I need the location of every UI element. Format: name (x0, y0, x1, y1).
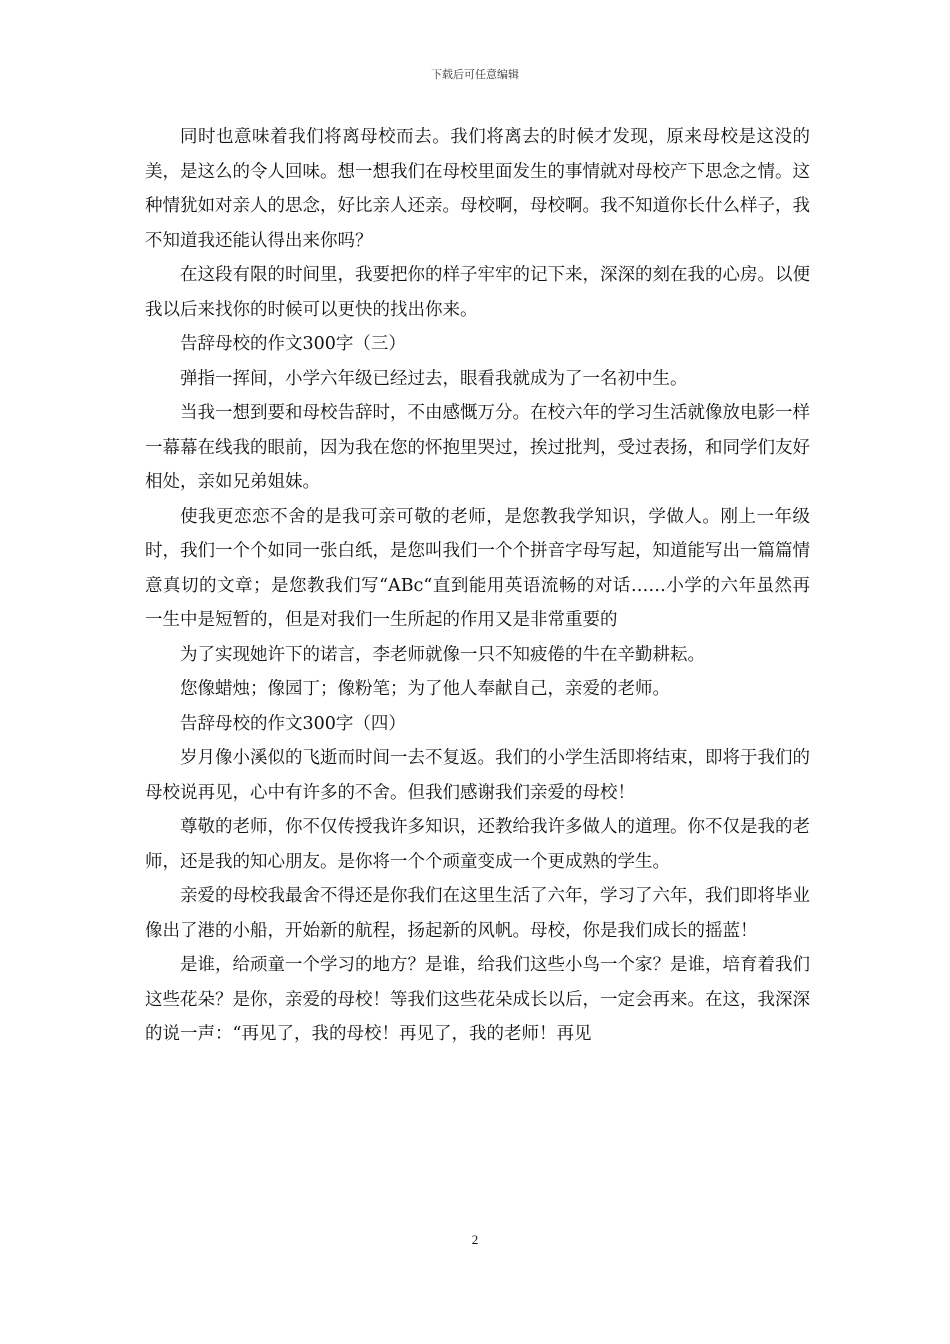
page-header: 下载后可任意编辑 (431, 68, 519, 81)
paragraph: 使我更恋恋不舍的是我可亲可敬的老师，是您教我学知识，学做人。刚上一年级时，我们一个个如同一张白纸，是您叫我们一个个拼音字母写起，知道能写出一篇篇情意真切的文章；是您教我们写“ABc“直到能用英语流畅的对话……小学的六年虽然再一生中是短暂的，但是对我们一生所起的作用又是非常重要的 (145, 506, 810, 630)
page-number: 2 (471, 1232, 479, 1247)
paragraph: 为了实现她许下的诺言，李老师就像一只不知疲倦的牛在辛勤耕耘。 (180, 644, 705, 665)
paragraph: 弹指一挥间，小学六年级已经过去，眼看我就成为了一名初中生。 (180, 368, 688, 389)
paragraph: 当我一想到要和母校告辞时，不由感慨万分。在校六年的学习生活就像放电影一样一幕幕在线我的眼前，因为我在您的怀抱里哭过，挨过批判，受过表扬，和同学们友好相处，亲如兄弟姐妹。 (145, 403, 810, 492)
paragraph: 同时也意味着我们将离母校而去。我们将离去的时候才发现，原来母校是这没的美，是这么的令人回味。想一想我们在母校里面发生的事情就对母校产下思念之情。这种情犹如对亲人的思念，好比亲人还亲。母校啊，母校啊。我不知道你长什么样子，我不知道我还能认得出来你吗？ (145, 127, 810, 251)
paragraph: 是谁，给顽童一个学习的地方？是谁，给我们这些小鸟一个家？是谁，培育着我们这些花朵？是你，亲爱的母校！等我们这些花朵成长以后，一定会再来。在这，我深深的说一声：“再见了，我的母校！再见了，我的老师！再见 (145, 955, 810, 1044)
section-heading: 告辞母校的作文300字（四） (180, 713, 406, 734)
document-body (145, 120, 810, 1052)
paragraph: 岁月像小溪似的飞逝而时间一去不复返。我们的小学生活即将结束，即将于我们的母校说再见，心中有许多的不舍。但我们感谢我们亲爱的母校！ (145, 748, 810, 803)
paragraph: 尊敬的老师，你不仅传授我许多知识，还教给我许多做人的道理。你不仅是我的老师，还是我的知心朋友。是你将一个个顽童变成一个更成熟的学生。 (145, 817, 810, 872)
section-heading: 告辞母校的作文300字（三） (180, 334, 406, 354)
paragraph: 您像蜡烛；像园丁；像粉笔；为了他人奉献自己，亲爱的老师。 (180, 679, 670, 699)
paragraph: 在这段有限的时间里，我要把你的样子牢牢的记下来，深深的刻在我的心房。以便我以后来找你的时候可以更快的找出你来。 (145, 265, 810, 320)
paragraph: 亲爱的母校我最舍不得还是你我们在这里生活了六年，学习了六年，我们即将毕业像出了港的小船，开始新的航程，扬起新的风帆。母校，你是我们成长的摇蓝！ (145, 886, 810, 941)
